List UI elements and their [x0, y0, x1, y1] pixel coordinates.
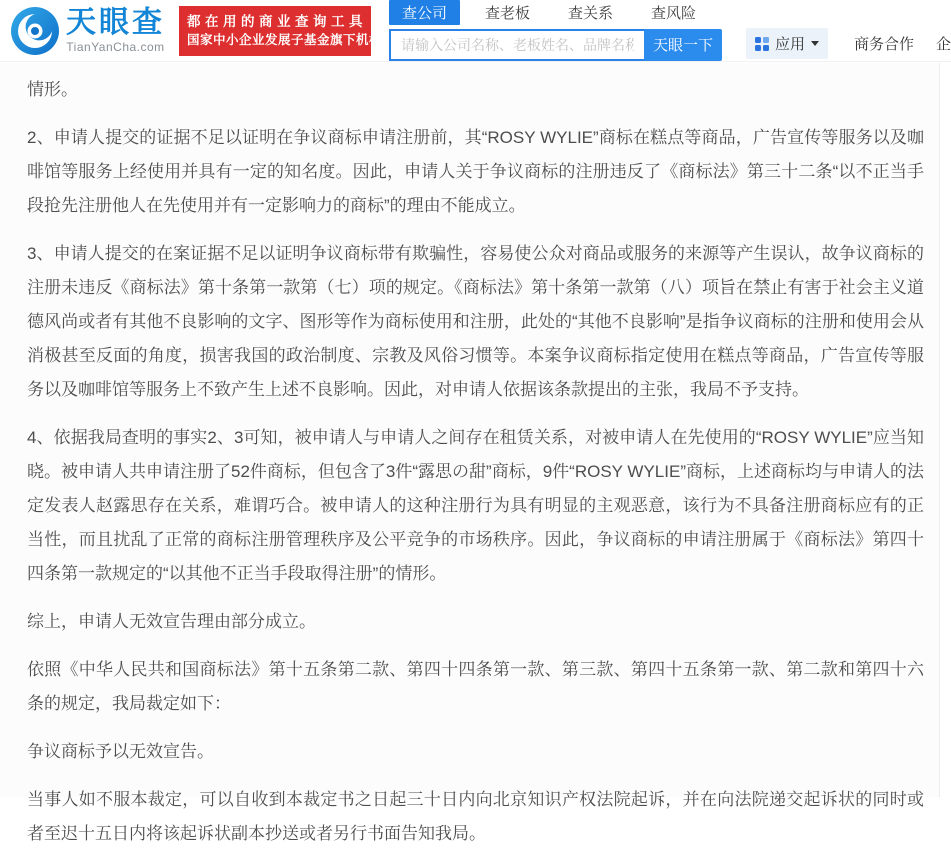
- brand-slogan-badge: [179, 6, 383, 56]
- search-tabs: [389, 1, 722, 25]
- badge-line2: 国家中小企业发展子基金旗下机构: [187, 33, 383, 47]
- ruling-document: [0, 63, 951, 843]
- paragraph-point-2: 2、申请人提交的证据不足以证明在争议商标申请注册前，其“ROSY WYLIE”商标在糕点等商品，广告宣传等服务以及咖啡馆等服务上经使用并具有一定的知名度。因此，申请人关于争议商标的注册违反了《商标法》第三十二条“以不正当手段抢先注册他人在先使用并有一定影响力的商标”的理由不能成立。: [27, 128, 924, 215]
- apps-grid-icon: [755, 37, 769, 51]
- scrollbar-track[interactable]: [939, 63, 951, 797]
- chevron-down-icon: [811, 41, 819, 46]
- search-button[interactable]: 天眼一下: [644, 29, 722, 61]
- business-cooperation-link[interactable]: 商务合作: [853, 36, 914, 53]
- apps-dropdown[interactable]: [746, 28, 828, 59]
- tab-search-company[interactable]: 查公司: [389, 0, 460, 25]
- search-area: [389, 1, 722, 61]
- paragraph-ruling: 争议商标予以无效宣告。: [27, 742, 214, 761]
- tianyancha-logo[interactable]: [10, 6, 165, 56]
- header-right: [746, 28, 951, 59]
- tab-search-relation[interactable]: 查关系: [568, 5, 614, 22]
- paragraph-point-3: 3、申请人提交的在案证据不足以证明争议商标带有欺骗性，容易使公众对商品或服务的来源等产生误认，故争议商标的注册未违反《商标法》第十条第一款第（七）项的规定。《商标法》第十条第一款第（八）项旨在禁止有害于社会主义道德风尚或者有其他不良影响的文字、图形等作为商标使用和注册，此处的“其他不良影响”是指争议商标的注册和使用会从消极甚至反面的角度，损害我国的政治制度、宗教及风俗习惯等。本案争议商标指定使用在糕点等商品，广告宣传等服务以及咖啡馆等服务上不致产生上述不良影响。因此，对申请人依据该条款提出的主张，我局不予支持。: [27, 244, 924, 399]
- tab-search-risk[interactable]: 查风险: [651, 5, 697, 22]
- paragraph-continuation: 情形。: [27, 80, 78, 99]
- enterprise-link-partial[interactable]: 企: [935, 36, 951, 53]
- badge-line1: 都在用的商业查询工具: [187, 14, 367, 29]
- apps-label: 应用: [774, 36, 805, 53]
- logo-title: 天眼查: [66, 6, 165, 39]
- paragraph-legal-basis: 依照《中华人民共和国商标法》第十五条第二款、第四十四条第一款、第三款、第四十五条第一款、第二款和第四十六条的规定，我局裁定如下：: [27, 660, 924, 713]
- logo-domain: TianYanCha.com: [66, 40, 165, 54]
- paragraph-appeal-notice: 当事人如不服本裁定，可以自收到本裁定书之日起三十日内向北京知识产权法院起诉，并在向法院递交起诉状的同时或者至迟十五日内将该起诉状副本抄送或者另行书面告知我局。: [27, 790, 924, 843]
- paragraph-point-4: 4、依据我局查明的事实2、3可知，被申请人与申请人之间存在租赁关系，对被申请人在先使用的“ROSY WYLIE”应当知晓。被申请人共申请注册了52件商标，但包含了3件“露思の甜”商标，9件“ROSY WYLIE”商标，上述商标均与申请人的法定发表人赵露思存在关系，难谓巧合。被申请人的这种注册行为具有明显的主观恶意，该行为不具备注册商标应有的正当性，而且扰乱了正常的商标注册管理秩序及公平竞争的市场秩序。因此，争议商标的申请注册属于《商标法》第四十四条第一款规定的“以其他不正当手段取得注册”的情形。: [27, 428, 924, 583]
- site-header: [0, 0, 951, 62]
- paragraph-summary: 综上，申请人无效宣告理由部分成立。: [27, 612, 316, 631]
- search-input[interactable]: [389, 29, 644, 61]
- tianyancha-logo-icon: [10, 6, 60, 56]
- tab-search-boss[interactable]: 查老板: [485, 5, 531, 22]
